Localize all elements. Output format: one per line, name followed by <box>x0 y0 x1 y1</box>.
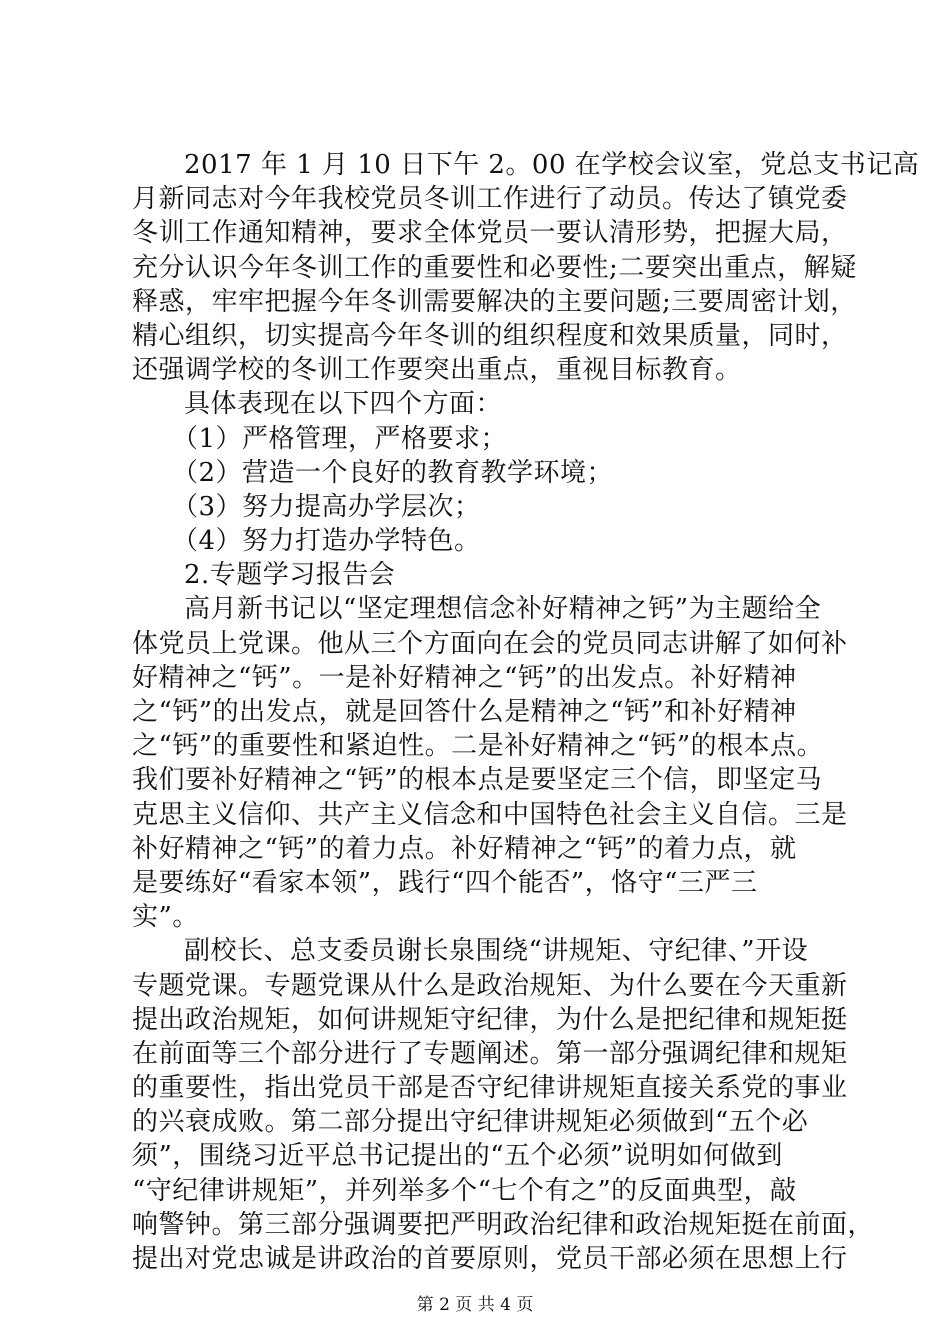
paragraph-line: 释惑，牢牢把握今年冬训需要解决的主要问题;三要周密计划， <box>132 286 857 317</box>
paragraph-line: 响警钟。第三部分强调要把严明政治纪律和政治规矩挺在前面， <box>132 1209 875 1240</box>
paragraph-line: 精心组织，切实提高今年冬训的组织程度和效果质量，同时， <box>132 320 848 351</box>
paragraph-line: 副校长、总支委员谢长泉围绕“讲规矩、守纪律、”开设 <box>184 936 809 967</box>
paragraph-line: 体党员上党课。他从三个方面向在会的党员同志讲解了如何补 <box>132 628 848 659</box>
paragraph-line: 月新同志对今年我校党员冬训工作进行了动员。传达了镇党委 <box>132 184 848 215</box>
paragraph-line: 充分认识今年冬训工作的重要性和必要性;二要突出重点，解疑 <box>132 252 857 283</box>
paragraph-line: 还强调学校的冬训工作要突出重点，重视目标教育。 <box>132 355 742 386</box>
list-item: （1）严格管理，严格要求； <box>172 423 508 454</box>
paragraph-line: 须”，围绕习近平总书记提出的“五个必须”说明如何做到 <box>132 1141 783 1172</box>
paragraph-line: 补好精神之“钙”的着力点。补好精神之“钙”的着力点，就 <box>132 833 797 864</box>
paragraph-line: 具体表现在以下四个方面： <box>184 389 503 420</box>
paragraph-line: 2017 年 1 月 10 日下午 2。00 在学校会议室，党总支书记高 <box>184 150 920 180</box>
paragraph-line: 之“钙”的出发点，就是回答什么是精神之“钙”和补好精神 <box>132 697 797 727</box>
paragraph-line: 实”。 <box>132 902 199 933</box>
paragraph-line: 好精神之“钙”。一是补好精神之“钙”的出发点。补好精神 <box>132 662 797 693</box>
list-item: （3）努力提高办学层次； <box>172 491 481 522</box>
list-item: （2）营造一个良好的教育教学环境； <box>172 457 614 488</box>
paragraph-line: “守纪律讲规矩”，并列举多个“七个有之”的反面典型，敲 <box>132 1175 797 1206</box>
list-item: （4）努力打造办学特色。 <box>172 526 481 557</box>
paragraph-line: 提出政治规矩，如何讲规矩守纪律，为什么是把纪律和规矩挺 <box>132 1004 848 1035</box>
paragraph-line: 的重要性，指出党员干部是否守纪律讲规矩直接关系党的事业 <box>132 1073 848 1104</box>
paragraph-line: 我们要补好精神之“钙”的根本点是要坚定三个信，即坚定马 <box>132 765 823 796</box>
section-heading: 2.专题学习报告会 <box>184 560 396 591</box>
paragraph-line: 之“钙”的重要性和紧迫性。二是补好精神之“钙”的根本点。 <box>132 731 824 762</box>
paragraph-line: 高月新书记以“坚定理想信念补好精神之钙”为主题给全 <box>184 594 822 625</box>
paragraph-line: 是要练好“看家本领”，践行“四个能否”，恪守“三严三 <box>132 867 758 898</box>
paragraph-line: 专题党课。专题党课从什么是政治规矩、为什么要在今天重新 <box>132 970 848 1001</box>
paragraph-line: 克思主义信仰、共产主义信念和中国特色社会主义自信。三是 <box>132 799 848 830</box>
paragraph-line: 在前面等三个部分进行了专题阐述。第一部分强调纪律和规矩 <box>132 1038 848 1069</box>
paragraph-line: 的兴衰成败。第二部分提出守纪律讲规矩必须做到“五个必 <box>132 1107 809 1138</box>
document-body <box>132 148 920 1276</box>
paragraph-line: 冬训工作通知精神，要求全体党员一要认清形势，把握大局， <box>132 218 848 249</box>
page-footer: 第 2 页 共 4 页 <box>416 1295 534 1315</box>
paragraph-line: 提出对党忠诚是讲政治的首要原则，党员干部必须在思想上行 <box>132 1244 848 1274</box>
